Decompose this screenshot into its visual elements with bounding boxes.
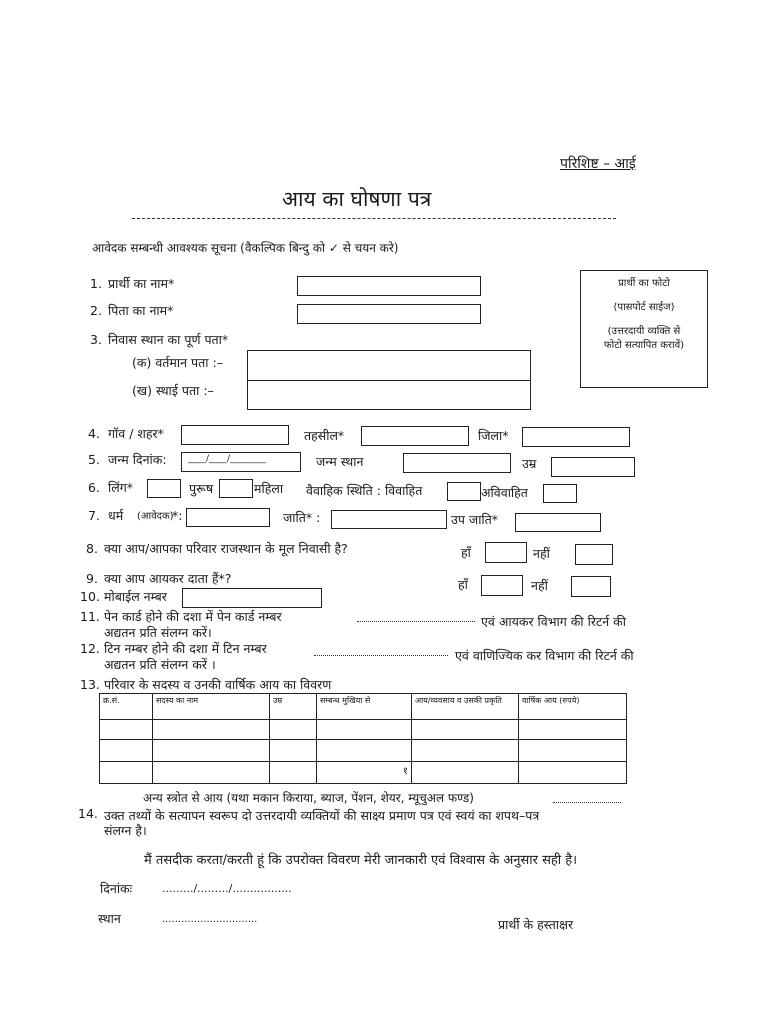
page-title: आय का घोषणा पत्र (282, 187, 432, 211)
village-field[interactable] (181, 425, 289, 445)
item-number: 2. (90, 303, 102, 318)
no-label: नहीं (531, 578, 548, 593)
yes-label: हॉं (458, 577, 468, 592)
col-occupation: आय/व्यवसाय व उसकी प्रकृति (412, 694, 519, 720)
item-number: 7. (88, 508, 100, 523)
unmarried-checkbox[interactable] (543, 484, 577, 503)
item-number: 13. (80, 677, 100, 692)
age-label: उम्र (522, 456, 537, 471)
item-number: 4. (88, 426, 100, 441)
other-income-label: अन्य स्त्रोत से आय (यथा मकान किराया, ब्याज, पेंशन, शेयर, म्यूचुअल फण्ड) (143, 791, 474, 805)
religion-suffix: *: (172, 508, 183, 523)
photo-line-4: फोटो सत्यापित करावें) (603, 340, 685, 351)
father-name-field[interactable] (297, 304, 481, 324)
photo-line-3: (उत्तरदायी व्यक्ति से (607, 326, 681, 337)
male-label: पुरूष (189, 481, 214, 496)
subcaste-field[interactable] (515, 513, 601, 532)
item-number: 10. (80, 589, 100, 604)
female-checkbox[interactable] (219, 479, 253, 498)
col-serial: क्र.सं. (100, 694, 153, 720)
religion-field[interactable] (186, 508, 270, 527)
current-address-field[interactable] (247, 350, 531, 382)
tehsil-label: तहसील* (304, 428, 345, 443)
permanent-address-field[interactable] (247, 380, 531, 410)
father-name-label: पिता का नाम* (108, 303, 174, 318)
tin-question-end: अद्यतन प्रति संलग्न करें । (104, 657, 216, 672)
birthplace-field[interactable] (403, 453, 511, 473)
appendix-label: परिशिष्ट – आई (560, 156, 636, 172)
religion-note: (आवेदक) (137, 511, 174, 522)
native-no-checkbox[interactable] (575, 544, 613, 565)
taxpayer-yes-checkbox[interactable] (481, 575, 523, 596)
dob-label: जन्म दिनांक: (108, 452, 167, 467)
male-checkbox[interactable] (147, 479, 181, 498)
taxpayer-question: क्या आप आयकर दाता हैं*? (104, 571, 232, 586)
signature-label: प्रार्थी के हस्ताक्षर (498, 917, 574, 932)
tehsil-field[interactable] (361, 426, 469, 446)
district-label: जिला* (478, 428, 509, 443)
pan-question-end: अद्यतन प्रति संलग्न करें। (104, 625, 212, 640)
pan-number-line[interactable] (357, 621, 475, 622)
table-row[interactable] (100, 720, 627, 740)
yes-label: हॉं (461, 545, 471, 560)
age-field[interactable] (551, 457, 635, 477)
item-number: 5. (88, 452, 100, 467)
pan-question: पेन कार्ड होने की दशा में पेन कार्ड नम्बर (104, 609, 282, 624)
pan-question-cont: एवं आयकर विभाग की रिटर्न की (481, 614, 626, 629)
item-number: 9. (86, 571, 98, 586)
table-row[interactable] (100, 740, 627, 762)
item-number: 1. (90, 276, 102, 291)
instruction-text: आवेदक सम्बन्धी आवश्यक सूचना (वैकल्पिक बिन्दु को ✓ से चयन करे) (92, 241, 399, 255)
mobile-label: मोबाईल नम्बर (104, 589, 167, 604)
gender-label: लिंग* (108, 480, 134, 495)
applicant-name-label: प्रार्थी का नाम* (108, 276, 175, 291)
birthplace-label: जन्म स्थान (316, 454, 364, 469)
family-income-table (99, 693, 627, 784)
no-label: नहीं (533, 546, 550, 561)
mobile-field[interactable] (182, 588, 322, 608)
address-label: निवास स्थान का पूर्ण पता* (108, 332, 229, 347)
verification-text: उक्त तथ्यों के सत्यापन स्वरूप दो उत्तरदायी व्यक्तियों की साक्ष्य प्रमाण पत्र एवं स्वयं का शपथ–पत्र (104, 808, 540, 823)
district-field[interactable] (522, 427, 630, 447)
item-number: 14. (78, 806, 98, 821)
item-number: 3. (90, 332, 102, 347)
taxpayer-no-checkbox[interactable] (571, 576, 611, 597)
col-relation: सम्बन्ध मुखिया से (317, 694, 412, 720)
applicant-name-field[interactable] (297, 276, 481, 296)
village-label: गॉव / शहर* (108, 426, 164, 441)
row-mark: १ (317, 762, 412, 784)
photo-line-1: प्रार्थी का फोटो (618, 278, 670, 289)
family-income-label: परिवार के सदस्य व उनकी वार्षिक आय का विवरण (104, 677, 332, 692)
date-field[interactable]: ........./........./................. (162, 882, 292, 895)
tin-question-cont: एवं वाणिज्यिक कर विभाग की रिटर्न की (455, 648, 634, 663)
item-number: 12. (80, 641, 100, 656)
table-header-row (100, 694, 627, 720)
tin-question: टिन नम्बर होने की दशा में टिन नम्बर (104, 641, 267, 656)
place-field[interactable]: .............................. (162, 914, 258, 925)
dob-field[interactable] (181, 452, 301, 472)
table-row[interactable] (100, 762, 627, 784)
place-label: स्थान (98, 911, 121, 926)
item-number: 11. (80, 609, 100, 624)
col-member-name: सदस्य का नाम (153, 694, 270, 720)
dob-placeholder: ____/____/________ (188, 454, 267, 464)
subcaste-label: उप जाति* (451, 512, 499, 527)
title-divider (132, 218, 616, 219)
col-annual-income: वार्षिक आय (रुपये) (519, 694, 627, 720)
married-checkbox[interactable] (447, 482, 481, 501)
native-resident-question: क्या आप/आपका परिवार राजस्थान के मूल निवासी है? (104, 541, 348, 556)
verification-text-end: संलग्न है। (104, 823, 147, 838)
tin-number-line[interactable] (314, 655, 448, 656)
current-address-label: (क) वर्तमान पता :– (132, 355, 223, 370)
date-label: दिनांकः (100, 881, 133, 896)
photo-line-2: (पासपोर्ट साईज) (613, 302, 675, 313)
col-age: उम्र (270, 694, 317, 720)
permanent-address-label: (ख) स्थाई पता :– (132, 383, 214, 398)
photo-box[interactable] (580, 270, 708, 388)
item-number: 8. (86, 541, 98, 556)
female-label: महिला (254, 481, 284, 496)
caste-field[interactable] (331, 510, 447, 529)
caste-label: जाति* : (283, 510, 321, 525)
other-income-line[interactable] (553, 802, 621, 803)
marital-status-label: वैवाहिक स्थिति : विवाहित (306, 483, 423, 498)
religion-label: धर्म (108, 508, 124, 523)
unmarried-label: अविवाहित (481, 485, 528, 500)
declaration-text: मैं तसदीक करता/करती हूं कि उपरोक्त विवरण मेरी जानकारी एवं विश्वास के अनुसार सही है। (144, 853, 578, 868)
native-yes-checkbox[interactable] (485, 542, 527, 563)
item-number: 6. (88, 480, 100, 495)
